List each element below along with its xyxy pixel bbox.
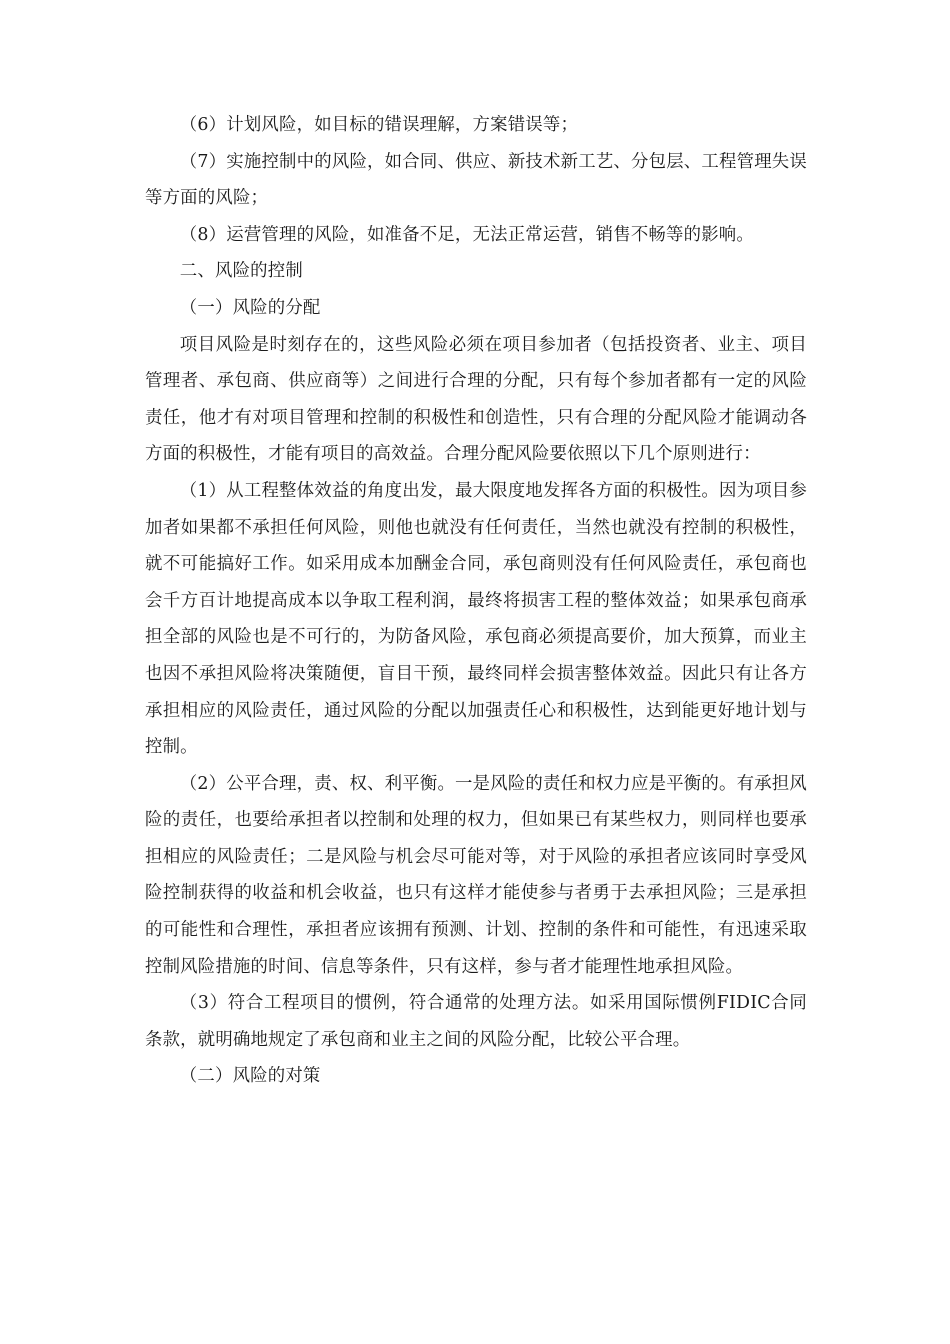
document-page [145, 107, 807, 1095]
paragraph-principle-2: （2）公平合理，责、权、利平衡。一是风险的责任和权力应是平衡的。有承担风险的责任，也要给承担者以控制和处理的权力，但如果已有某些权力，则同样也要承担相应的风险责任；二是风险与机会尽可能对等，对于风险的承担者应该同时享受风险控制获得的收益和机会收益，也只有这样才能使参与者勇于去承担风险；三是承担的可能性和合理性，承担者应该拥有预测、计划、控制的条件和可能性，有迅速采取控制风险措施的时间、信息等条件，只有这样，参与者才能理性地承担风险。 [145, 773, 807, 977]
paragraph-principle-1: （1）从工程整体效益的角度出发，最大限度地发挥各方面的积极性。因为项目参加者如果都不承担任何风险，则他也就没有任何责任，当然也就没有控制的积极性，就不可能搞好工作。如采用成本加酬金合同，承包商则没有任何风险责任，承包商也会千方百计地提高成本以争取工程利润，最终将损害工程的整体效益；如果承包商承担全部的风险也是不可行的，为防备风险，承包商必须提高要价，加大预算，而业主也因不承担风险将决策随便，盲目干预，最终同样会损害整体效益。因此只有让各方承担相应的风险责任，通过风险的分配以加强责任心和积极性，达到能更好地计划与控制。 [145, 480, 807, 758]
subsection-heading-risk-allocation: （一）风险的分配 [179, 297, 321, 318]
paragraph-allocation-intro: 项目风险是时刻存在的，这些风险必须在项目参加者（包括投资者、业主、项目管理者、承包商、供应商等）之间进行合理的分配，只有每个参加者都有一定的风险责任，他才有对项目管理和控制的积极性和创造性，只有合理的分配风险才能调动各方面的积极性，才能有项目的高效益。合理分配风险要依照以下几个原则进行： [145, 334, 807, 465]
section-heading-risk-control: 二、风险的控制 [179, 261, 303, 282]
subsection-heading-risk-countermeasures: （二）风险的对策 [179, 1066, 321, 1087]
paragraph-risk-6: （6）计划风险，如目标的错误理解，方案错误等； [179, 115, 579, 135]
paragraph-principle-3: （3）符合工程项目的惯例，符合通常的处理方法。如采用国际惯例FIDIC合同条款，就明确地规定了承包商和业主之间的风险分配，比较公平合理。 [145, 993, 807, 1050]
paragraph-risk-7: （7）实施控制中的风险，如合同、供应、新技术新工艺、分包层、工程管理失误等方面的风险； [145, 151, 807, 209]
paragraph-risk-8: （8）运营管理的风险，如准备不足，无法正常运营，销售不畅等的影响。 [179, 224, 754, 245]
